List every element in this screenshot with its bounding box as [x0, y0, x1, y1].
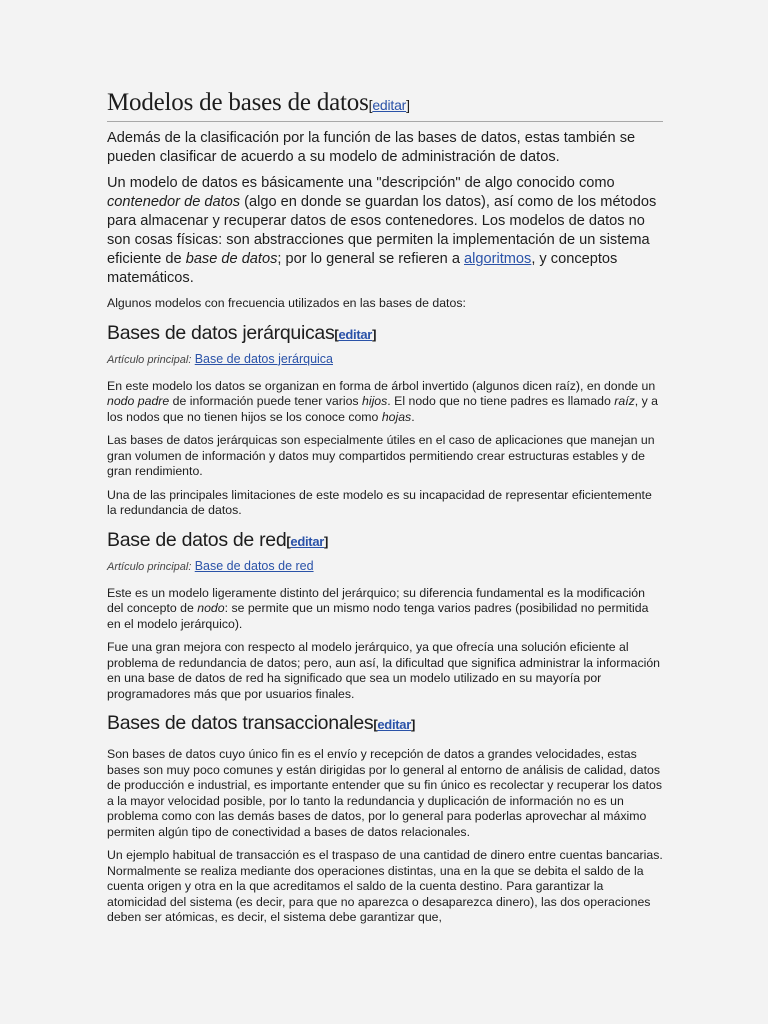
intro-paragraph-3: Algunos modelos con frecuencia utilizados en las bases de datos: [107, 296, 466, 310]
section-paragraph: Un ejemplo habitual de transacción es el traspaso de una cantidad de dinero entre cuentas bancarias. Normalmente se realiza mediante dos operaciones distintas, una en la que se debita el saldo de la cuenta origen y otra en la que acreditamos el saldo de la cuenta destino. Para garantizar la atomicidad del sistema (es decir, para que no aparezca o desaparezca dinero), las dos operaciones deben ser atómicas, es decir, el sistema debe garantizar que, [107, 848, 663, 924]
edit-bracket: [editar] [373, 717, 416, 732]
section-paragraph: Una de las principales limitaciones de este modelo es su incapacidad de representar eficientemente la redundancia de datos. [107, 487, 652, 517]
edit-link[interactable]: editar [377, 717, 411, 732]
section-heading-jerarquicas [107, 321, 663, 347]
section-heading-transaccionales [107, 711, 663, 737]
edit-link-title: [editar] [368, 97, 410, 113]
main-article-label: Artículo principal: [107, 353, 192, 366]
intro-paragraph-2 [107, 174, 663, 288]
emphasis: contenedor de datos [107, 194, 241, 210]
section-heading-red [107, 528, 663, 554]
edit-link[interactable]: editar [290, 533, 325, 549]
section-title: Base de datos de red [107, 528, 287, 551]
section-title: Bases de datos transaccionales [107, 712, 374, 734]
page-title [107, 88, 663, 122]
main-article-link[interactable]: Base de datos de red [194, 558, 314, 573]
emphasis: nodo padre [107, 394, 170, 408]
text: . [411, 409, 415, 424]
emphasis: hojas [381, 409, 412, 424]
section-paragraph: Fue una gran mejora con respecto al modelo jerárquico, ya que ofrecía una solución eficiente al problema de redundancia de datos; pero, aun así, la dificultad que significa administrar la información en una base de datos de red ha significado que sea un modelo utilizado en su mayoría por programadores más que por usuarios finales. [107, 640, 660, 701]
text: . El nodo que no tiene padres es llamado [387, 394, 615, 408]
text: : se permite que un mismo nodo tenga varios padres (posibilidad no permitida en el modelo jerárquico). [107, 601, 649, 631]
text: Este es un modelo ligeramente distinto del jerárquico; su diferencia fundamental es la modificación del concepto de [107, 585, 645, 615]
emphasis: hijos [362, 394, 388, 408]
section-title: Bases de datos jerárquicas [107, 321, 335, 344]
main-article-note [107, 558, 663, 575]
text: (algo en donde se guardan los datos), así como de los métodos para almacenar y recuperar datos de esos contenedores. Los modelos de datos no son cosas físicas: son abstracciones que permiten la implementación de un sistema eficiente de [107, 194, 657, 267]
emphasis: nodo [197, 601, 225, 615]
intro-paragraph-1: Además de la clasificación por la función de las bases de datos, estas también se pueden clasificar de acuerdo a su modelo de administración de datos. [107, 130, 636, 165]
edit-link[interactable]: editar [372, 97, 407, 113]
text: , y a los nodos que no tienen hijos se los conoce como [107, 394, 659, 424]
emphasis: raíz [614, 394, 635, 408]
main-article-label: Artículo principal: [107, 560, 192, 573]
section-paragraph: Las bases de datos jerárquicas son especialmente útiles en el caso de aplicaciones que manejan un gran volumen de información y datos muy compartidos permitiendo crear estructuras estables y de gran rendimiento. [107, 433, 655, 478]
section-paragraph [107, 379, 663, 426]
article [107, 88, 663, 926]
main-article-note [107, 351, 663, 368]
algoritmos-link[interactable]: algoritmos [464, 251, 532, 267]
text: de información puede tener varios [169, 394, 362, 408]
text: , y conceptos matemáticos. [107, 251, 618, 286]
emphasis: base de datos [185, 251, 278, 267]
edit-bracket: [editar] [334, 326, 377, 342]
edit-link[interactable]: editar [338, 326, 373, 342]
text: En este modelo los datos se organizan en forma de árbol invertido (algunos dicen raíz), en donde un [107, 378, 656, 393]
text: ; por lo general se refieren a [277, 251, 464, 267]
section-paragraph [107, 586, 663, 633]
text: Un modelo de datos es básicamente una "descripción" de algo conocido como [107, 175, 615, 191]
section-paragraph: Son bases de datos cuyo único fin es el envío y recepción de datos a grandes velocidades, estas bases son muy poco comunes y están dirigidas por lo general al entorno de análisis de calidad, datos de producción e industrial, es importante entender que su fin único es recolectar y recuperar los datos a la mayor velocidad posible, por lo tanto la redundancia y duplicación de información no es un problema como con las demás bases de datos, por lo general para poderlas aprovechar al máximo permiten algún tipo de conectividad a bases de datos relacionales. [107, 747, 663, 839]
edit-bracket: [editar] [286, 533, 329, 549]
main-article-link[interactable]: Base de datos jerárquica [194, 351, 333, 366]
page-title-text: Modelos de bases de datos [107, 89, 369, 116]
